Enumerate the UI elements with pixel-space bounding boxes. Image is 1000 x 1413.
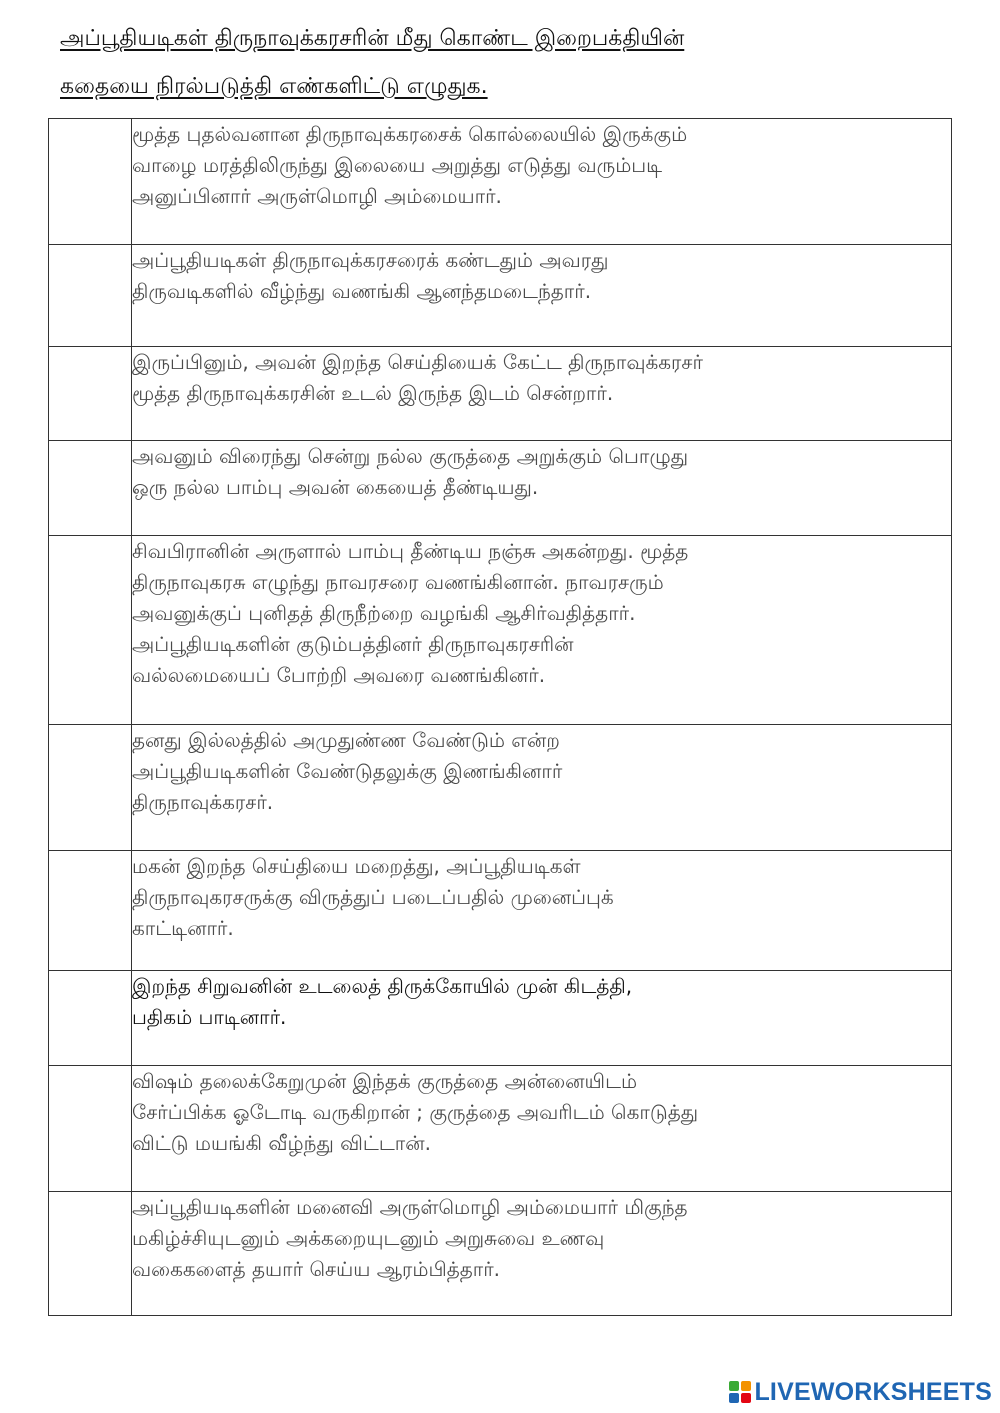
table-row bbox=[49, 536, 952, 725]
order-number-cell[interactable] bbox=[49, 119, 132, 245]
story-line: திருநாவுக்கரசர். bbox=[132, 790, 274, 814]
story-event-cell bbox=[132, 725, 952, 851]
story-line: அனுப்பினார் அருள்மொழி அம்மையார். bbox=[132, 184, 502, 208]
instruction-line-2: கதையை நிரல்படுத்தி எண்களிட்டு எழுதுக. bbox=[60, 74, 488, 99]
story-line: விஷம் தலைக்கேறுமுன் இந்தக் குருத்தை அன்னையிடம் bbox=[132, 1069, 638, 1093]
story-line: திருவடிகளில் வீழ்ந்து வணங்கி ஆனந்தமடைந்தார். bbox=[132, 279, 592, 303]
table-row bbox=[49, 1066, 952, 1192]
table-row bbox=[49, 851, 952, 971]
order-number-cell[interactable] bbox=[49, 245, 132, 347]
story-line: அவனும் விரைந்து சென்று நல்ல குருத்தை அறுக்கும் பொழுது bbox=[132, 444, 689, 468]
story-line: விட்டு மயங்கி வீழ்ந்து விட்டான். bbox=[132, 1131, 431, 1155]
table-row bbox=[49, 347, 952, 441]
story-line: மகிழ்ச்சியுடனும் அக்கறையுடனும் அறுசுவை உணவு bbox=[132, 1226, 605, 1250]
story-event-cell bbox=[132, 245, 952, 347]
story-line: திருநாவுகரசு எழுந்து நாவரசரை வணங்கினான். நாவரசரும் bbox=[132, 570, 664, 594]
table-row bbox=[49, 971, 952, 1066]
story-line: தனது இல்லத்தில் அமுதுண்ண வேண்டும் என்ற bbox=[132, 728, 560, 752]
story-line: திருநாவுகரசருக்கு விருத்துப் படைப்பதில் முனைப்புக் bbox=[132, 885, 614, 909]
story-line: வகைகளைத் தயார் செய்ய ஆரம்பித்தார். bbox=[132, 1257, 501, 1281]
order-number-cell[interactable] bbox=[49, 347, 132, 441]
logo-square-red bbox=[741, 1393, 751, 1403]
order-number-cell[interactable] bbox=[49, 851, 132, 971]
story-event-cell bbox=[132, 1192, 952, 1316]
logo-square-orange bbox=[741, 1381, 751, 1391]
story-event-cell bbox=[132, 119, 952, 245]
story-line: பதிகம் பாடினார். bbox=[132, 1005, 287, 1029]
order-number-cell[interactable] bbox=[49, 1192, 132, 1316]
story-line: வல்லமையைப் போற்றி அவரை வணங்கினர். bbox=[132, 663, 546, 687]
table-row bbox=[49, 1192, 952, 1316]
story-line: மூத்த திருநாவுக்கரசின் உடல் இருந்த இடம் சென்றார். bbox=[132, 381, 614, 405]
order-number-cell[interactable] bbox=[49, 536, 132, 725]
story-line: அப்பூதியடிகளின் வேண்டுதலுக்கு இணங்கினார் bbox=[132, 759, 563, 783]
table-row bbox=[49, 441, 952, 536]
liveworksheets-wordmark: LIVEWORKSHEETS bbox=[754, 1377, 992, 1406]
story-line: அப்பூதியடிகள் திருநாவுக்கரசரைக் கண்டதும் அவரது bbox=[132, 248, 609, 272]
story-line: ஒரு நல்ல பாம்பு அவன் கையைத் தீண்டியது. bbox=[132, 475, 539, 499]
order-number-cell[interactable] bbox=[49, 1066, 132, 1192]
story-event-cell bbox=[132, 441, 952, 536]
story-line: இறந்த சிறுவனின் உடலைத் திருக்கோயில் முன் கிடத்தி, bbox=[132, 974, 633, 998]
story-line: அவனுக்குப் புனிதத் திருநீற்றை வழங்கி ஆசிர்வதித்தார். bbox=[132, 601, 636, 625]
liveworksheets-brand bbox=[729, 1377, 992, 1407]
story-line: சிவபிரானின் அருளால் பாம்பு தீண்டிய நஞ்சு அகன்றது. மூத்த bbox=[132, 539, 689, 563]
story-event-cell bbox=[132, 1066, 952, 1192]
story-line: அப்பூதியடிகளின் மனைவி அருள்மொழி அம்மையார் மிகுந்த bbox=[132, 1195, 688, 1219]
story-event-cell bbox=[132, 347, 952, 441]
story-line: சேர்ப்பிக்க ஓடோடி வருகிறான் ; குருத்தை அவரிடம் கொடுத்து bbox=[132, 1100, 699, 1124]
logo-square-blue bbox=[729, 1393, 739, 1403]
story-event-cell bbox=[132, 851, 952, 971]
story-line: காட்டினார். bbox=[132, 916, 234, 940]
story-line: வாழை மரத்திலிருந்து இலையை அறுத்து எடுத்து வரும்படி bbox=[132, 153, 663, 177]
story-line: அப்பூதியடிகளின் குடும்பத்தினர் திருநாவுகரசரின் bbox=[132, 632, 574, 656]
order-number-cell[interactable] bbox=[49, 971, 132, 1066]
ordering-table bbox=[48, 118, 952, 1316]
story-line: மூத்த புதல்வனான திருநாவுக்கரசைக் கொல்லையில் இருக்கும் bbox=[132, 122, 688, 146]
logo-square-green bbox=[729, 1381, 739, 1391]
instruction-line-1: அப்பூதியடிகள் திருநாவுக்கரசரின் மீது கொண்ட இறைபக்தியின் bbox=[60, 26, 685, 51]
table-row bbox=[49, 119, 952, 245]
table-row bbox=[49, 245, 952, 347]
order-number-cell[interactable] bbox=[49, 725, 132, 851]
story-event-cell bbox=[132, 971, 952, 1066]
story-event-cell bbox=[132, 536, 952, 725]
table-row bbox=[49, 725, 952, 851]
liveworksheets-logo-icon bbox=[729, 1381, 751, 1403]
story-line: இருப்பினும், அவன் இறந்த செய்தியைக் கேட்ட திருநாவுக்கரசர் bbox=[132, 350, 703, 374]
order-number-cell[interactable] bbox=[49, 441, 132, 536]
story-line: மகன் இறந்த செய்தியை மறைத்து, அப்பூதியடிகள் bbox=[132, 854, 581, 878]
